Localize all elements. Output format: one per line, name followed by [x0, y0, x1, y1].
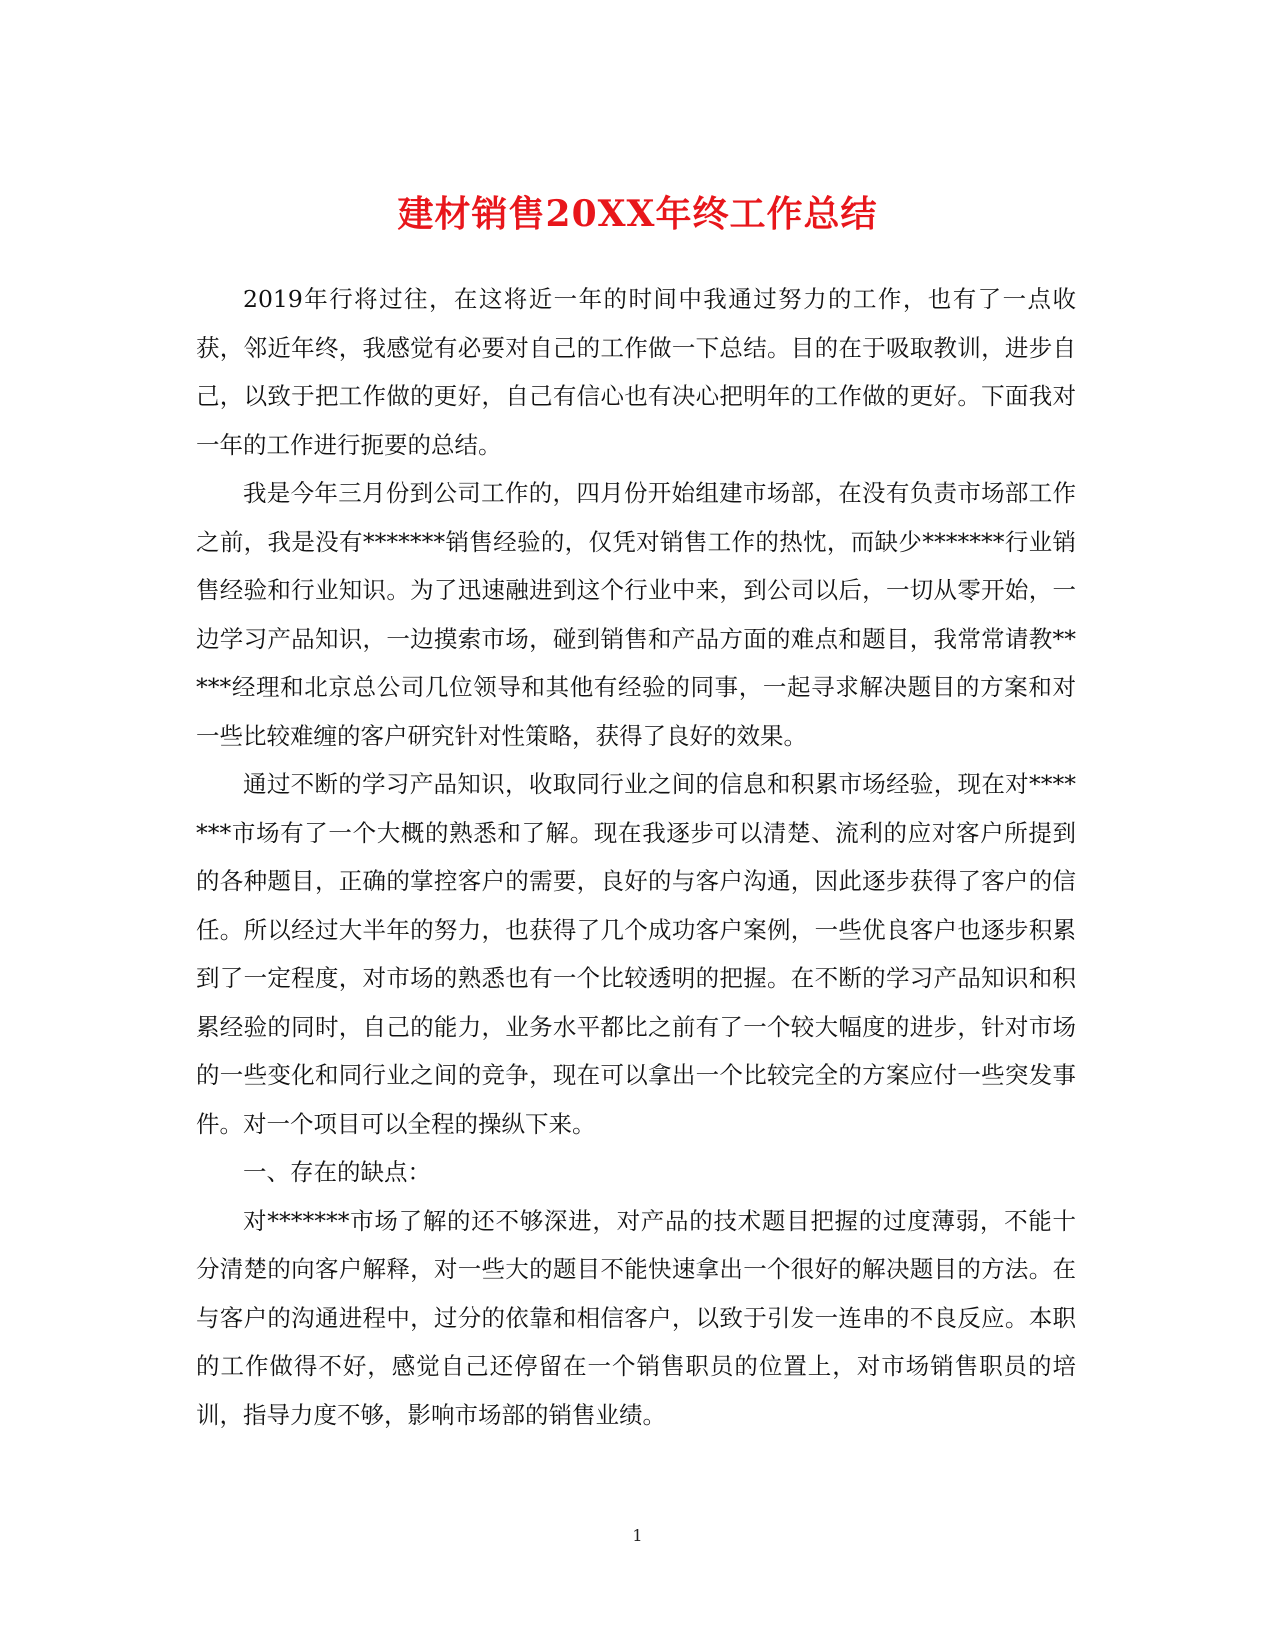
paragraph-shortcomings: 对*******市场了解的还不够深进，对产品的技术题目把握的过度薄弱，不能十分清楚的向客户解释，对一些大的题目不能快速拿出一个很好的解决题目的方法。在与客户的沟通进程中，过分的依靠和相信客户，以致于引发一连串的不良反应。本职的工作做得不好，感觉自己还停留在一个销售职员的位置上，对市场销售职员的培训，指导力度不够，影响市场部的销售业绩。 — [196, 1206, 1076, 1429]
paragraph-intro: 2019年行将过往，在这将近一年的时间中我通过努力的工作，也有了一点收获，邻近年终，我感觉有必要对自己的工作做一下总结。目的在于吸取教训，进步自己，以致于把工作做的更好，自己有信心也有决心把明年的工作做的更好。下面我对一年的工作进行扼要的总结。 — [196, 285, 1076, 459]
document-body — [196, 275, 1076, 1439]
page-number: 1 — [632, 1526, 643, 1545]
paragraph-background: 我是今年三月份到公司工作的，四月份开始组建市场部，在没有负责市场部工作之前，我是没有*******销售经验的，仅凭对销售工作的热忱，而缺少*******行业销售经验和行业知识。为了迅速融进到这个行业中来，到公司以后，一切从零开始，一边学习产品知识，一边摸索市场，碰到销售和产品方面的难点和题目，我常常请教*****经理和北京总公司几位领导和其他有经验的同事，一起寻求解决题目的方案和对一些比较难缠的客户研究针对性策略，获得了良好的效果。 — [196, 479, 1076, 750]
paragraph-progress: 通过不断的学习产品知识，收取同行业之间的信息和积累市场经验，现在对*******市场有了一个大概的熟悉和了解。现在我逐步可以清楚、流利的应对客户所提到的各种题目，正确的掌控客户的需要，良好的与客户沟通，因此逐步获得了客户的信任。所以经过大半年的努力，也获得了几个成功客户案例，一些优良客户也逐步积累到了一定程度，对市场的熟悉也有一个比较透明的把握。在不断的学习产品知识和积累经验的同时，自己的能力，业务水平都比之前有了一个较大幅度的进步，针对市场的一些变化和同行业之间的竞争，现在可以拿出一个比较完全的方案应付一些突发事件。对一个项目可以全程的操纵下来。 — [196, 770, 1076, 1138]
section-heading-shortcomings: 一、存在的缺点： — [243, 1158, 431, 1186]
document-title: 建材销售20XX年终工作总结 — [397, 193, 878, 236]
